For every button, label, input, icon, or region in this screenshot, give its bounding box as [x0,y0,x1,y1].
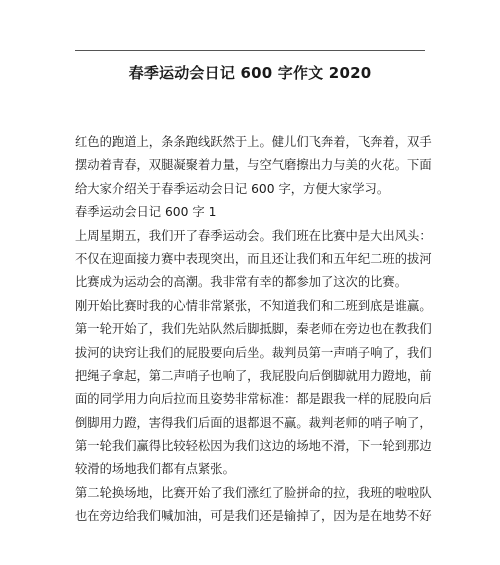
text-line: 把绳子拿起，第二声哨子也响了，我屁股向后倒脚就用力蹬地，前 [75,368,432,383]
text-line: 较滑的场地我们都有点紧张。 [75,462,235,477]
header-rule [75,50,425,51]
text-line: 给大家介绍关于春季运动会日记 600 字，方便大家学习。 [75,181,390,196]
document-body [75,131,431,529]
text-line: 第一轮我们赢得比较轻松因为我们这边的场地不滑，下一轮到那边 [75,439,432,454]
text-line: 摆动着青春，双腿凝聚着力量，与空气磨擦出力与美的火花。下面 [75,158,432,173]
text-line: 拔河的诀窍让我们的屁股要向后坐。裁判员第一声哨子响了，我们 [75,345,432,360]
text-line: 比赛成为运动会的高潮。我非常有幸的都参加了这次的比赛。 [75,275,408,290]
text-line: 倒脚用力蹬，害得我们后面的退都退不赢。裁判老师的哨子响了， [75,415,432,430]
text-line: 面的同学用力向后拉而且姿势非常标准：都是跟我一样的屁股向后 [75,392,432,407]
text-line: 第二轮换场地，比赛开始了我们涨红了脸拼命的拉，我班的啦啦队 [75,485,432,500]
text-line: 春季运动会日记 600 字 1 [75,205,217,220]
text-line: 上周星期五，我们开了春季运动会。我们班在比赛中是大出风头： [75,228,432,243]
text-line: 不仅在迎面接力赛中表现突出，而且还让我们和五年纪二班的拔河 [75,251,432,266]
text-line: 红色的跑道上，条条跑线跃然于上。健儿们飞奔着，飞奔着，双手 [75,135,432,149]
text-line: 第一轮开始了，我们先站队然后脚抵脚，秦老师在旁边也在教我们 [75,322,432,337]
document-title: 春季运动会日记 600 字作文 2020 [128,64,372,82]
text-line: 刚开始比赛时我的心情非常紧张，不知道我们和二班到底是谁赢。 [75,298,432,313]
text-line: 也在旁边给我们喊加油，可是我们还是输掉了，因为是在地势不好 [75,509,432,524]
